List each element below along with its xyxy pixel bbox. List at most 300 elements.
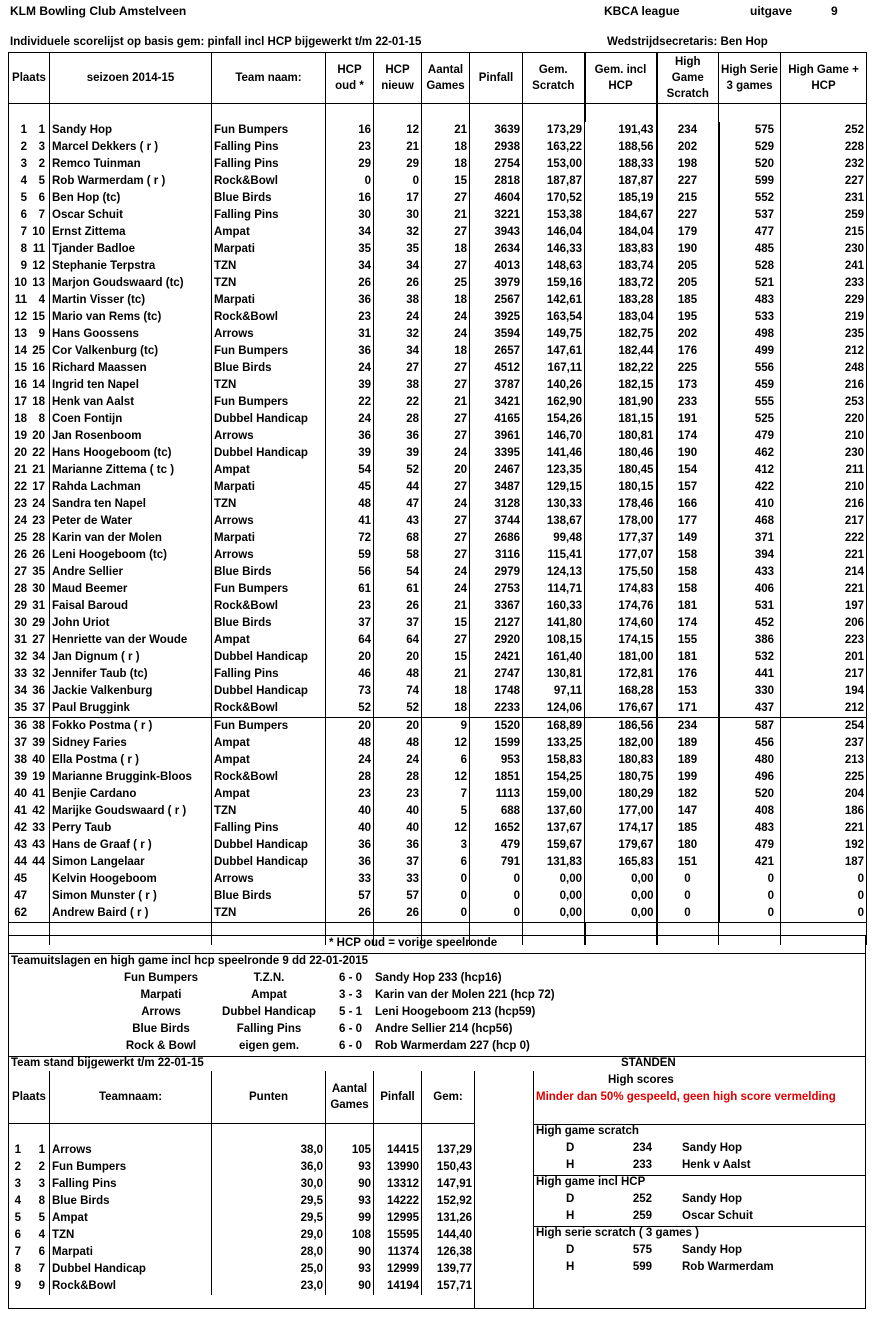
high-game-scratch: 227 <box>657 173 719 190</box>
rank-previous: 13 <box>32 277 45 289</box>
high-game-hcp: 222 <box>781 530 867 547</box>
rank-current: 2 <box>20 141 27 153</box>
results-box <box>8 953 866 1057</box>
team-name: Arrows <box>212 547 326 564</box>
high-game-scratch: 158 <box>657 547 719 564</box>
team-name: Blue Birds <box>50 1193 212 1210</box>
aantal-games: 27 <box>422 411 470 428</box>
high-serie: 485 <box>719 241 781 258</box>
team-name: Ampat <box>212 462 326 479</box>
high-game-scratch: 0 <box>657 905 719 923</box>
high-score-player: Sandy Hop <box>682 1193 743 1205</box>
hcp-nieuw: 40 <box>374 803 422 820</box>
high-game-hcp: 221 <box>781 820 867 837</box>
team-name: Dubbel Handicap <box>212 837 326 854</box>
pinfall: 2421 <box>470 649 523 666</box>
high-game-scratch: 190 <box>657 445 719 462</box>
aantal-games: 93 <box>326 1261 374 1278</box>
player-name: Marjon Goudswaard (tc) <box>50 275 212 292</box>
aantal-games: 21 <box>422 207 470 224</box>
rank-current: 14 <box>14 345 27 357</box>
gem-incl-hcp: 175,50 <box>585 564 657 581</box>
gem-scratch: 146,70 <box>523 428 585 445</box>
rank-current: 39 <box>14 771 27 783</box>
hcp-oud: 72 <box>326 530 374 547</box>
aantal-games: 0 <box>422 888 470 905</box>
gem-scratch: 124,06 <box>523 700 585 718</box>
gem-incl-hcp: 174,15 <box>585 632 657 649</box>
player-name: Simon Munster ( r ) <box>50 888 212 905</box>
hcp-nieuw: 68 <box>374 530 422 547</box>
player-name: Ben Hop (tc) <box>50 190 212 207</box>
table-row <box>9 666 867 683</box>
hcp-oud: 46 <box>326 666 374 683</box>
high-serie: 386 <box>719 632 781 649</box>
table-row <box>9 411 867 428</box>
punten: 29,0 <box>212 1227 326 1244</box>
uitgave-label: uitgave <box>750 4 793 18</box>
table-row <box>9 309 867 326</box>
high-serie: 575 <box>719 122 781 139</box>
rank-previous: 1 <box>38 124 45 136</box>
team-name: TZN <box>212 258 326 275</box>
punten: 23,0 <box>212 1278 326 1295</box>
punten: 25,0 <box>212 1261 326 1278</box>
rank-previous: 5 <box>38 175 45 187</box>
team-name: Falling Pins <box>212 820 326 837</box>
pinfall: 2747 <box>470 666 523 683</box>
plaats-cell <box>9 394 50 411</box>
high-game-scratch: 191 <box>657 411 719 428</box>
gem-scratch: 154,26 <box>523 411 585 428</box>
aantal-games: 15 <box>422 615 470 632</box>
gem-scratch: 153,00 <box>523 156 585 173</box>
table-row <box>9 122 867 139</box>
rank-previous: 32 <box>32 668 45 680</box>
rank-current: 41 <box>14 805 27 817</box>
rank-previous: 39 <box>32 737 45 749</box>
high-serie: 452 <box>719 615 781 632</box>
high-serie: 433 <box>719 564 781 581</box>
gem-incl-hcp: 180,15 <box>585 479 657 496</box>
high-game-scratch: 234 <box>657 122 719 139</box>
rank-previous: 5 <box>38 1212 45 1224</box>
high-score-group-title: High game scratch <box>536 1125 639 1137</box>
high-serie: 0 <box>719 888 781 905</box>
home-team: Fun Bumpers <box>123 972 199 984</box>
high-game-hcp: 233 <box>781 275 867 292</box>
rank-current: 8 <box>14 1263 21 1275</box>
gem-scratch: 159,67 <box>523 837 585 854</box>
table-row <box>9 360 867 377</box>
hcp-nieuw: 26 <box>374 275 422 292</box>
gem-incl-hcp: 174,17 <box>585 820 657 837</box>
rank-previous: 38 <box>32 720 45 732</box>
hcp-nieuw: 48 <box>374 666 422 683</box>
table-row <box>9 632 867 649</box>
plaats-cell <box>9 462 50 479</box>
plaats-cell <box>9 496 50 513</box>
hcp-nieuw: 20 <box>374 649 422 666</box>
aantal-games: 18 <box>422 156 470 173</box>
table-row <box>9 735 867 752</box>
high-serie: 468 <box>719 513 781 530</box>
hcp-oud: 36 <box>326 292 374 309</box>
rank-previous: 19 <box>32 771 45 783</box>
plaats-cell <box>9 718 50 736</box>
team-name: Arrows <box>212 871 326 888</box>
high-serie: 479 <box>719 837 781 854</box>
hcp-nieuw: 12 <box>374 122 422 139</box>
rank-current: 47 <box>14 890 27 902</box>
player-name: Sidney Faries <box>50 735 212 752</box>
spacer-cell <box>657 104 719 123</box>
rank-previous: 16 <box>32 362 45 374</box>
hcp-nieuw: 26 <box>374 905 422 923</box>
rank-current: 4 <box>14 1195 21 1207</box>
high-game-hcp: 215 <box>781 224 867 241</box>
gem-scratch: 0,00 <box>523 871 585 888</box>
table-row <box>9 581 867 598</box>
spacer-cell <box>422 104 470 123</box>
hcp-nieuw: 61 <box>374 581 422 598</box>
high-game-scratch: 158 <box>657 564 719 581</box>
hcp-oud: 0 <box>326 173 374 190</box>
high-game-hcp: 186 <box>781 803 867 820</box>
table-row <box>9 786 867 803</box>
hcp-nieuw: 38 <box>374 377 422 394</box>
player-name: Jan Rosenboom <box>50 428 212 445</box>
table-row <box>9 445 867 462</box>
player-name: Andre Sellier <box>50 564 212 581</box>
hcp-oud: 45 <box>326 479 374 496</box>
table-row <box>9 564 867 581</box>
high-score-player: Sandy Hop <box>682 1244 743 1256</box>
high-serie: 479 <box>719 428 781 445</box>
high-game-scratch: 234 <box>657 718 719 736</box>
spacer-cell <box>374 104 422 123</box>
aantal-games: 24 <box>422 445 470 462</box>
pinfall: 1520 <box>470 718 523 736</box>
hcp-nieuw: 22 <box>374 394 422 411</box>
team-name: Falling Pins <box>50 1176 212 1193</box>
gem-scratch: 162,90 <box>523 394 585 411</box>
hcp-nieuw: 37 <box>374 615 422 632</box>
team-name: Rock&Bowl <box>212 173 326 190</box>
rank-current: 22 <box>14 481 27 493</box>
home-team: Rock & Bowl <box>125 1040 197 1052</box>
plaats-cell <box>9 309 50 326</box>
rank-current: 7 <box>20 226 27 238</box>
match-score: 6 - 0 <box>339 1023 363 1035</box>
gem-incl-hcp: 183,72 <box>585 275 657 292</box>
plaats-cell <box>9 632 50 649</box>
table-row <box>9 803 867 820</box>
std-col-pinfall: Pinfall <box>374 1071 422 1124</box>
gem-incl-hcp: 186,56 <box>585 718 657 736</box>
player-name: Paul Bruggink <box>50 700 212 718</box>
team-name: Rock&Bowl <box>212 309 326 326</box>
aantal-games: 25 <box>422 275 470 292</box>
hcp-nieuw: 38 <box>374 292 422 309</box>
gem-scratch: 129,15 <box>523 479 585 496</box>
gem-scratch: 123,35 <box>523 462 585 479</box>
pinfall: 2634 <box>470 241 523 258</box>
high-game-hcp: 237 <box>781 735 867 752</box>
team-name: TZN <box>212 275 326 292</box>
aantal-games: 18 <box>422 700 470 718</box>
aantal-games: 21 <box>422 598 470 615</box>
gem-scratch: 108,15 <box>523 632 585 649</box>
aantal-games: 12 <box>422 769 470 786</box>
aantal-games: 99 <box>326 1210 374 1227</box>
rank-previous: 7 <box>38 209 45 221</box>
hcp-nieuw: 39 <box>374 445 422 462</box>
gem-incl-hcp: 182,00 <box>585 735 657 752</box>
high-serie: 520 <box>719 786 781 803</box>
aantal-games: 21 <box>422 666 470 683</box>
high-score-category: H <box>566 1261 575 1273</box>
plaats-cell <box>9 700 50 718</box>
gem-scratch: 133,25 <box>523 735 585 752</box>
high-game-scratch: 233 <box>657 394 719 411</box>
gem-incl-hcp: 174,83 <box>585 581 657 598</box>
rank-previous: 9 <box>38 1280 45 1292</box>
rank-current: 9 <box>14 1280 21 1292</box>
rank-previous: 8 <box>38 413 45 425</box>
rank-current: 21 <box>14 464 27 476</box>
gem-incl-hcp: 182,75 <box>585 326 657 343</box>
player-name: Marijke Goudswaard ( r ) <box>50 803 212 820</box>
hcp-oud: 36 <box>326 854 374 871</box>
hcp-oud: 30 <box>326 207 374 224</box>
match-score: 3 - 3 <box>339 989 363 1001</box>
aantal-games: 24 <box>422 564 470 581</box>
high-game-scratch: 185 <box>657 292 719 309</box>
plaats-cell <box>9 769 50 786</box>
high-serie: 555 <box>719 394 781 411</box>
hcp-oud: 26 <box>326 275 374 292</box>
rank-previous: 6 <box>38 1246 45 1258</box>
aantal-games: 20 <box>422 462 470 479</box>
pinfall: 14222 <box>374 1193 422 1210</box>
gem-scratch: 173,29 <box>523 122 585 139</box>
table-row <box>9 139 867 156</box>
rank-previous: 21 <box>32 464 45 476</box>
gem-scratch: 146,33 <box>523 241 585 258</box>
hcp-oud: 24 <box>326 752 374 769</box>
col-plaats: Plaats <box>9 53 50 104</box>
high-serie: 587 <box>719 718 781 736</box>
aantal-games: 15 <box>422 649 470 666</box>
rank-previous: 28 <box>32 532 45 544</box>
hcp-nieuw: 24 <box>374 309 422 326</box>
aantal-games: 90 <box>326 1278 374 1295</box>
player-name: Marianne Bruggink-Bloos <box>50 769 212 786</box>
plaats-cell <box>9 275 50 292</box>
hcp-oud: 48 <box>326 496 374 513</box>
table-row <box>9 428 867 445</box>
plaats-cell <box>9 224 50 241</box>
plaats-cell <box>9 683 50 700</box>
high-serie: 410 <box>719 496 781 513</box>
plaats-cell <box>9 139 50 156</box>
aantal-games: 24 <box>422 581 470 598</box>
aantal-games: 18 <box>422 292 470 309</box>
aantal-games: 108 <box>326 1227 374 1244</box>
high-game-scratch: 157 <box>657 479 719 496</box>
gem-scratch: 158,83 <box>523 752 585 769</box>
away-team: Falling Pins <box>236 1023 302 1035</box>
gem-scratch: 0,00 <box>523 905 585 923</box>
team-name: TZN <box>50 1227 212 1244</box>
high-game-note: Andre Sellier 214 (hcp56) <box>375 1023 513 1035</box>
std-col-teamnaam: Teamnaam: <box>50 1071 212 1124</box>
high-score-category: D <box>566 1244 575 1256</box>
aantal-games: 18 <box>422 139 470 156</box>
rank-current: 37 <box>14 737 27 749</box>
high-game-note: Rob Warmerdam 227 (hcp 0) <box>375 1040 530 1052</box>
rank-current: 7 <box>14 1246 21 1258</box>
hcp-nieuw: 27 <box>374 360 422 377</box>
rank-previous: 3 <box>38 141 45 153</box>
player-name: Leni Hoogeboom (tc) <box>50 547 212 564</box>
gem-scratch: 140,26 <box>523 377 585 394</box>
rank-current: 24 <box>14 515 27 527</box>
high-game-scratch: 166 <box>657 496 719 513</box>
high-score-value: 575 <box>632 1244 652 1256</box>
aantal-games: 18 <box>422 683 470 700</box>
high-score-category: H <box>566 1210 575 1222</box>
team-name: Blue Birds <box>212 190 326 207</box>
aantal-games: 27 <box>422 547 470 564</box>
high-game-hcp: 204 <box>781 786 867 803</box>
hcp-nieuw: 74 <box>374 683 422 700</box>
high-serie: 408 <box>719 803 781 820</box>
high-score-warning: Minder dan 50% gespeeld, geen high score vermelding <box>536 1091 836 1103</box>
gem-incl-hcp: 184,67 <box>585 207 657 224</box>
team-name: Marpati <box>50 1244 212 1261</box>
team-name: Fun Bumpers <box>212 122 326 139</box>
aantal-games: 12 <box>422 735 470 752</box>
plaats-cell <box>9 615 50 632</box>
hcp-oud: 34 <box>326 258 374 275</box>
high-game-hcp: 225 <box>781 769 867 786</box>
rank-current: 33 <box>14 668 27 680</box>
high-serie: 422 <box>719 479 781 496</box>
gem-incl-hcp: 183,04 <box>585 309 657 326</box>
hcp-oud: 16 <box>326 122 374 139</box>
rank-current: 43 <box>14 839 27 851</box>
high-score-value: 233 <box>632 1159 652 1171</box>
high-game-note: Leni Hoogeboom 213 (hcp59) <box>375 1006 536 1018</box>
plaats-cell <box>9 666 50 683</box>
high-game-scratch: 153 <box>657 683 719 700</box>
high-game-hcp: 216 <box>781 377 867 394</box>
team-name: Ampat <box>212 224 326 241</box>
rank-current: 6 <box>14 1229 21 1241</box>
aantal-games: 27 <box>422 224 470 241</box>
high-game-hcp: 210 <box>781 479 867 496</box>
hcp-oud: 35 <box>326 241 374 258</box>
aantal-games: 24 <box>422 309 470 326</box>
rank-current: 18 <box>14 413 27 425</box>
rank-current: 2 <box>14 1161 21 1173</box>
gem-incl-hcp: 180,29 <box>585 786 657 803</box>
table-row <box>9 718 867 736</box>
gem-incl-hcp: 188,56 <box>585 139 657 156</box>
table-row <box>9 462 867 479</box>
high-game-hcp: 221 <box>781 581 867 598</box>
hcp-nieuw: 36 <box>374 428 422 445</box>
high-game-scratch: 227 <box>657 207 719 224</box>
gem-incl-hcp: 183,83 <box>585 241 657 258</box>
pinfall: 12999 <box>374 1261 422 1278</box>
aantal-games: 27 <box>422 632 470 649</box>
hcp-nieuw: 43 <box>374 513 422 530</box>
high-serie: 483 <box>719 820 781 837</box>
table-row <box>9 292 867 309</box>
plaats-cell <box>9 564 50 581</box>
high-serie: 480 <box>719 752 781 769</box>
rank-current: 26 <box>14 549 27 561</box>
col-team: Team naam: <box>212 53 326 104</box>
pinfall: 4604 <box>470 190 523 207</box>
high-serie: 412 <box>719 462 781 479</box>
scorelist-subtitle: Individuele scorelijst op basis gem: pinfall incl HCP bijgewerkt t/m 22-01-15 <box>10 36 422 48</box>
scorelist-table <box>8 52 867 945</box>
team-name: Dubbel Handicap <box>212 854 326 871</box>
high-game-scratch: 147 <box>657 803 719 820</box>
gem-scratch: 160,33 <box>523 598 585 615</box>
aantal-games: 27 <box>422 360 470 377</box>
plaats-cell <box>9 156 50 173</box>
high-game-scratch: 174 <box>657 428 719 445</box>
plaats-cell <box>9 122 50 139</box>
high-game-scratch: 205 <box>657 275 719 292</box>
home-team: Blue Birds <box>132 1023 190 1035</box>
high-game-hcp: 217 <box>781 666 867 683</box>
plaats-cell <box>9 598 50 615</box>
team-name: Ampat <box>212 786 326 803</box>
high-serie: 556 <box>719 360 781 377</box>
rank-previous: 2 <box>38 1161 45 1173</box>
team-name: Dubbel Handicap <box>212 411 326 428</box>
scorelist-header <box>9 53 867 104</box>
aantal-games: 27 <box>422 513 470 530</box>
pinfall: 2818 <box>470 173 523 190</box>
gem-incl-hcp: 188,33 <box>585 156 657 173</box>
high-game-hcp: 254 <box>781 718 867 736</box>
hcp-oud: 22 <box>326 394 374 411</box>
team-name: Ampat <box>212 632 326 649</box>
high-score-group-title: High game incl HCP <box>536 1176 646 1188</box>
rank-previous: 12 <box>32 260 45 272</box>
gem-scratch: 141,46 <box>523 445 585 462</box>
hcp-oud: 36 <box>326 343 374 360</box>
rank-current: 23 <box>14 498 27 510</box>
gem-incl-hcp: 0,00 <box>585 888 657 905</box>
team-name: Fun Bumpers <box>212 718 326 736</box>
pinfall: 4512 <box>470 360 523 377</box>
rank-previous: 23 <box>32 515 45 527</box>
high-serie: 459 <box>719 377 781 394</box>
rank-previous: 10 <box>32 226 45 238</box>
rank-current: 3 <box>20 158 27 170</box>
player-name: Jan Dignum ( r ) <box>50 649 212 666</box>
pinfall: 3744 <box>470 513 523 530</box>
player-name: Mario van Rems (tc) <box>50 309 212 326</box>
